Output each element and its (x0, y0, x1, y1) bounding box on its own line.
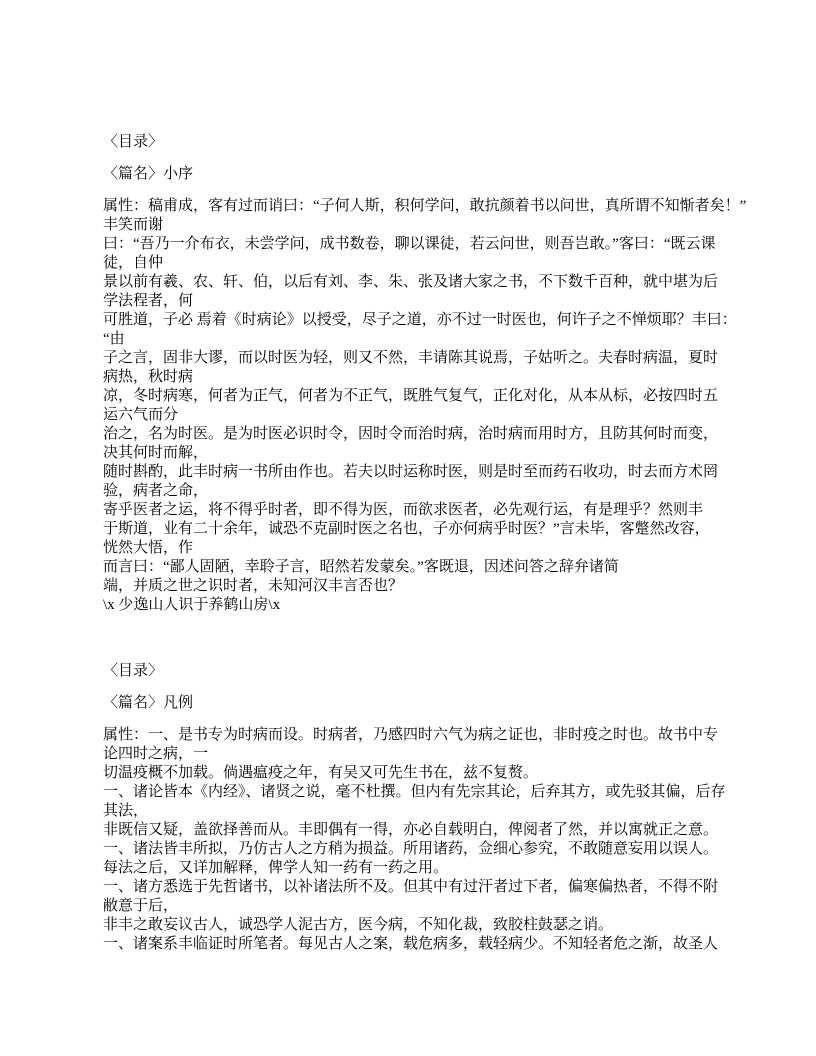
text-line: 论四时之病，一 (103, 746, 209, 762)
blank-line (103, 681, 715, 694)
text-line: “由 (103, 331, 125, 347)
text-line: 学法程者，何 (103, 293, 194, 309)
text-line: 凉，冬时病寒，何者为正气，何者为不正气，既胜气复气，正化对化，从本从标，必按四时五 (103, 388, 719, 404)
text-line: 治之，名为时医。是为时医必识时令，因时令而治时病，治时病而用时方，且防其何时而变， (103, 426, 719, 442)
text-line: 恍然大悟，作 (103, 540, 194, 556)
text-line: 运六气而分 (103, 407, 179, 423)
section-preface (103, 133, 747, 615)
toc-marker: 〈目录〉 (103, 134, 164, 150)
text-line: 切温疫概不加载。倘遇瘟疫之年，有吴又可先生书在，兹不复赘。 (103, 765, 539, 781)
section-title: 〈篇名〉凡例 (103, 695, 194, 711)
paragraph-body (103, 726, 726, 954)
text-line: 属性：稿甫成，客有过而诮曰：“子何人斯，积何学问，敢抗颜着书以问世，真所谓不知惭者矣！” (103, 198, 747, 214)
text-line: 一、诸论皆本《内经》、诸贤之说，毫不杜撰。但内有先宗其论，后弃其方，或先驳其偏，后存 (103, 784, 726, 800)
text-line: 景以前有羲、农、轩、伯，以后有刘、李、朱、张及诸大家之书，不下数千百种，就中堪为后 (103, 274, 719, 290)
text-line: 一、诸方悉选于先哲诸书，以补诸法所不及。但其中有过汗者过下者，偏寒偏热者，不得不附 (103, 879, 719, 895)
text-line: \x 少逸山人识于养鹤山房\x (103, 597, 281, 613)
paragraph-body (103, 197, 747, 615)
blank-line (103, 152, 715, 165)
text-line: 属性：一、是书专为时病而设。时病者，乃感四时六气为病之证也，非时疫之时也。故书中专 (103, 727, 719, 743)
text-line: 非既信又疑，盖欲择善而从。丰即偶有一得，亦必自载明白，俾阅者了然，并以寓就正之意。 (103, 822, 719, 838)
text-line: 决其何时而解， (103, 445, 209, 461)
section-title: 〈篇名〉小序 (103, 166, 194, 182)
text-line: 曰：“吾乃一介布衣，未尝学问，成书数卷，聊以课徒，若云问世，则吾岂敢。”客曰：“既云课 (103, 236, 716, 252)
text-line: 一、诸案系丰临证时所笔者。每见古人之案，载危病多，载轻病少。不知轻者危之渐，故圣人 (103, 936, 719, 952)
text-line: 随时斟酌，此丰时病一书所由作也。若夫以时运称时医，则是时至而药石收功，时去而方术罔 (103, 464, 719, 480)
text-line: 病热，秋时病 (103, 369, 194, 385)
section-divider (103, 615, 715, 662)
text-line: 一、诸法皆丰所拟，乃仿古人之方稍为损益。所用诸药，佥细心参究，不敢随意妄用以误人。 (103, 841, 719, 857)
text-line: 于斯道，业有二十余年，诚恐不克副时医之名也，子亦何病乎时医？”言未毕，客蹩然改容， (103, 521, 710, 537)
section-fanli (103, 662, 726, 954)
text-line: 而言曰：“鄙人固陋，幸聆子言，昭然若发蒙矣。”客既退，因述问答之辞弁诸简 (103, 559, 619, 575)
text-line: 寄乎医者之运，将不得乎时者，即不得为医，而欲求医者，必先观行运，有是理乎？然则丰 (103, 502, 704, 518)
document-content (103, 133, 747, 954)
text-line: 敝意于后， (103, 898, 179, 914)
text-line: 其法， (103, 803, 149, 819)
text-line: 验，病者之命， (103, 483, 209, 499)
text-line: 丰笑而谢 (103, 217, 164, 233)
toc-marker: 〈目录〉 (103, 663, 164, 679)
blank-line (103, 184, 715, 197)
text-line: 徒，自仲 (103, 255, 164, 271)
text-line: 每法之后，又详加解释，俾学人知一药有一药之用。 (103, 860, 449, 876)
blank-line (103, 713, 715, 726)
text-line: 子之言，固非大谬，而以时医为轻，则又不然，丰请陈其说焉，子姑听之。夫春时病温，夏时 (103, 350, 719, 366)
text-line: 非丰之敢妄议古人，诚恐学人泥古方，医今病，不知化裁，致胶柱鼓瑟之诮。 (103, 917, 614, 933)
text-line: 可胜道，子必 焉着《时病论》以授受，尽子之道，亦不过一时医也，何许子之不惮烦耶？丰曰： (103, 312, 737, 328)
text-line: 端，并质之世之识时者，未知河汉丰言否也？ (103, 578, 404, 594)
